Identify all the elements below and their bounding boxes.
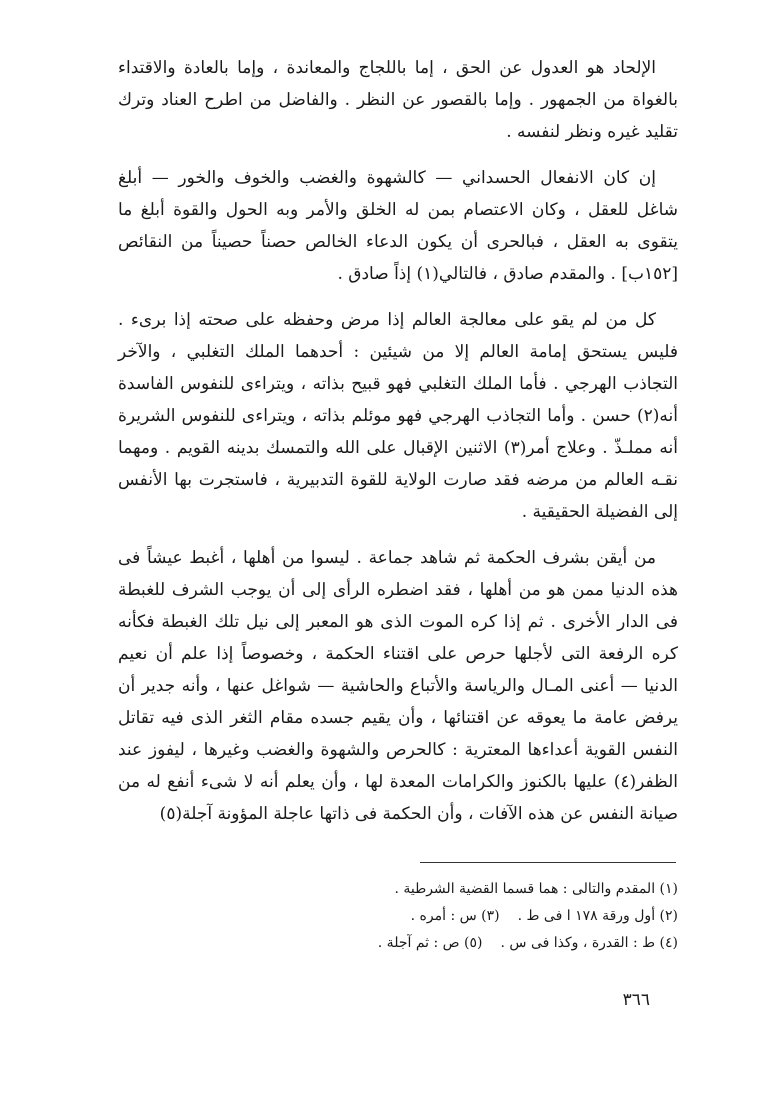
footnote-1: (١) المقدم والتالى : هما قسما القضية الشرطية . <box>394 881 678 897</box>
footnote-row <box>218 930 678 957</box>
paragraph-hikma: من أيقن بشرف الحكمة ثم شاهد جماعة . ليسوا من أهلها ، أغبط عيشاً فى هذه الدنيا ممن هو من أهلها ، فقد اضطره الرأى إلى أن يوجب الشرف للغبطة فى الدار الأخرى . ثم إذا كره الموت الذى هو المعبر إلى نيل تلك الغبطة فكأنه كره الرفعة التى لأجلها حرص على اقتناء الحكمة ، وخصوصاً إذا علم أن نعيم الدنيا — أعنى المـال والرياسة والأتباع والحاشية — شواغل عنها ، وأنه جدير أن يرفض عامة ما يعوقه عن اقتنائها ، وأن يقيم جسده مقام الثغر الذى فيه تقاتل النفس القوية أعداءها المعترية : كالحرص والشهوة والغضب وغيرها ، ليفوز عند الظفر(٤) عليها بالكنوز والكرامات المعدة لها ، وأن يعلم أنه لا شىء أنفع له من صيانة النفس عن هذه الآفات ، وأن الحكمة فى ذاتها عاجلة المؤونة آجلة(٥) <box>118 548 678 824</box>
footnote-row <box>218 903 678 930</box>
footnote-2: (٢) أول ورقة ١٧٨ ا فى ط . <box>517 908 678 924</box>
footnote-5: (٥) ص : ثم آجلة . <box>377 935 483 951</box>
footnote-4: (٤) ط : القدرة ، وكذا فى س . <box>500 935 678 951</box>
main-text <box>118 52 678 844</box>
footnote-divider <box>420 862 676 863</box>
paragraph-dua: إن كان الانفعال الحسداني — كالشهوة والغضب والخوف والخور — أبلغ شاغل للعقل ، وكان الاعتصام بمن له الخلق والأمر وبه الحول والقوة أبلغ ما يتقوى به العقل ، فبالحرى أن يكون الدعاء الخالص حصناً حصيناً من النقائص [١٥٢ب] . والمقدم صادق ، فالتالي(١) إذاً صادق . <box>118 168 678 284</box>
paragraph-ilhad: الإلحاد هو العدول عن الحق ، إما باللجاج والمعاندة ، وإما بالعادة والاقتداء بالغواة من الجمهور . وإما بالقصور عن النظر . والفاضل من اطرح العناد وترك تقليد غيره ونظر لنفسه . <box>118 58 678 142</box>
footnotes <box>218 876 678 957</box>
page-number: ٣٦٦ <box>622 990 650 1010</box>
footnote-3: (٣) س : أمره . <box>410 908 500 924</box>
footnote-row <box>218 876 678 903</box>
paragraph-imama: كل من لم يقو على معالجة العالم إذا مرض وحفظه على صحته إذا برىء . فليس يستحق إمامة العالم إلا من شيئين : أحدهما الملك التغلبي ، والآخر التجاذب الهرجي . فأما الملك التغلبي فهو قبيح بذاته ، ويتراءى للنفوس الفاسدة أنه(٢) حسن . وأما التجاذب الهرجي فهو موئلم بذاته ، ويتراءى للنفوس الشريرة أنه مملـذّ . وعلاج أمر(٣) الاثنين الإقبال على الله والتمسك بدينه القويم . ومهما نقـه العالم من مرضه فقد صارت الولاية للقوة التدبيرية ، فاستجرت بها الأنفس إلى الفضيلة الحقيقية . <box>118 310 678 522</box>
